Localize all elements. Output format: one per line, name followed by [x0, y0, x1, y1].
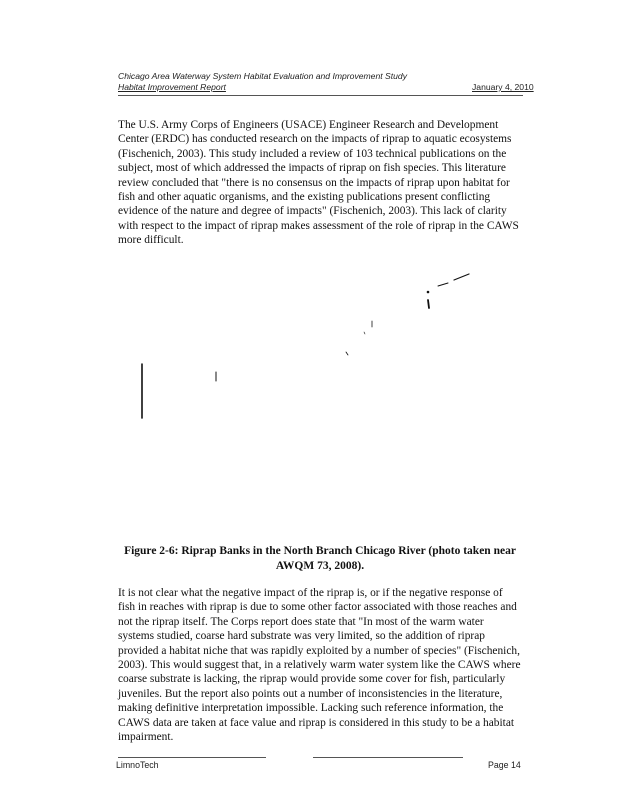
report-date: January 4, 2010: [472, 82, 534, 92]
report-subtitle: Habitat Improvement Report: [118, 82, 226, 92]
body-paragraph: It is not clear what the negative impact of the riprap is, or if the negative response of fish in reaches with riprap is due to some other factor associated with those reaches and not the riprap itself. The Corps report does state that "In most of the warm water systems studied, coarse hard substrate was very limited, so the addition of riprap provided a habitat niche that was rapidly exploited by a number of species" (Fischenich, 2003). This would suggest that, in a relatively warm water system like the CAWS where coarse substrate is lacking, the riprap would provide some cover for fish, particularly juveniles. But the report also points out a number of inconsistencies in the literature, making definitive interpretation impossible. Lacking such reference information, the CAWS data are taken at face value and riprap is considered in this study to be a habitat impairment.: [118, 587, 521, 744]
report-title: Chicago Area Waterway System Habitat Evaluation and Improvement Study: [118, 71, 407, 81]
footer-divider: [118, 757, 266, 758]
footer-company: LimnoTech: [116, 760, 159, 770]
header-divider: [118, 95, 523, 96]
riprap-photo: [118, 262, 522, 532]
page-number: Page 14: [488, 760, 521, 770]
figure-caption: Figure 2-6: Riprap Banks in the North Branch Chicago River (photo taken near AWQM 73, 2008).: [124, 545, 516, 572]
faded-photo-marks: [118, 262, 522, 532]
footer-divider: [313, 757, 463, 758]
body-paragraph: The U.S. Army Corps of Engineers (USACE) Engineer Research and Development Center (ERDC) has conducted research on the impacts of riprap to aquatic ecosystems (Fischenich, 2003). This study included a review of 103 technical publications on the subject, most of which addressed the impacts of riprap on fish species. This literature review concluded that "there is no consensus on the impacts of riprap upon habitat for fish and other aquatic organisms, and the existing publications present conflicting evidence of the nature and degree of impacts" (Fischenich, 2003). This lack of clarity with respect to the impact of riprap makes assessment of the role of riprap in the CAWS more difficult.: [118, 119, 519, 247]
